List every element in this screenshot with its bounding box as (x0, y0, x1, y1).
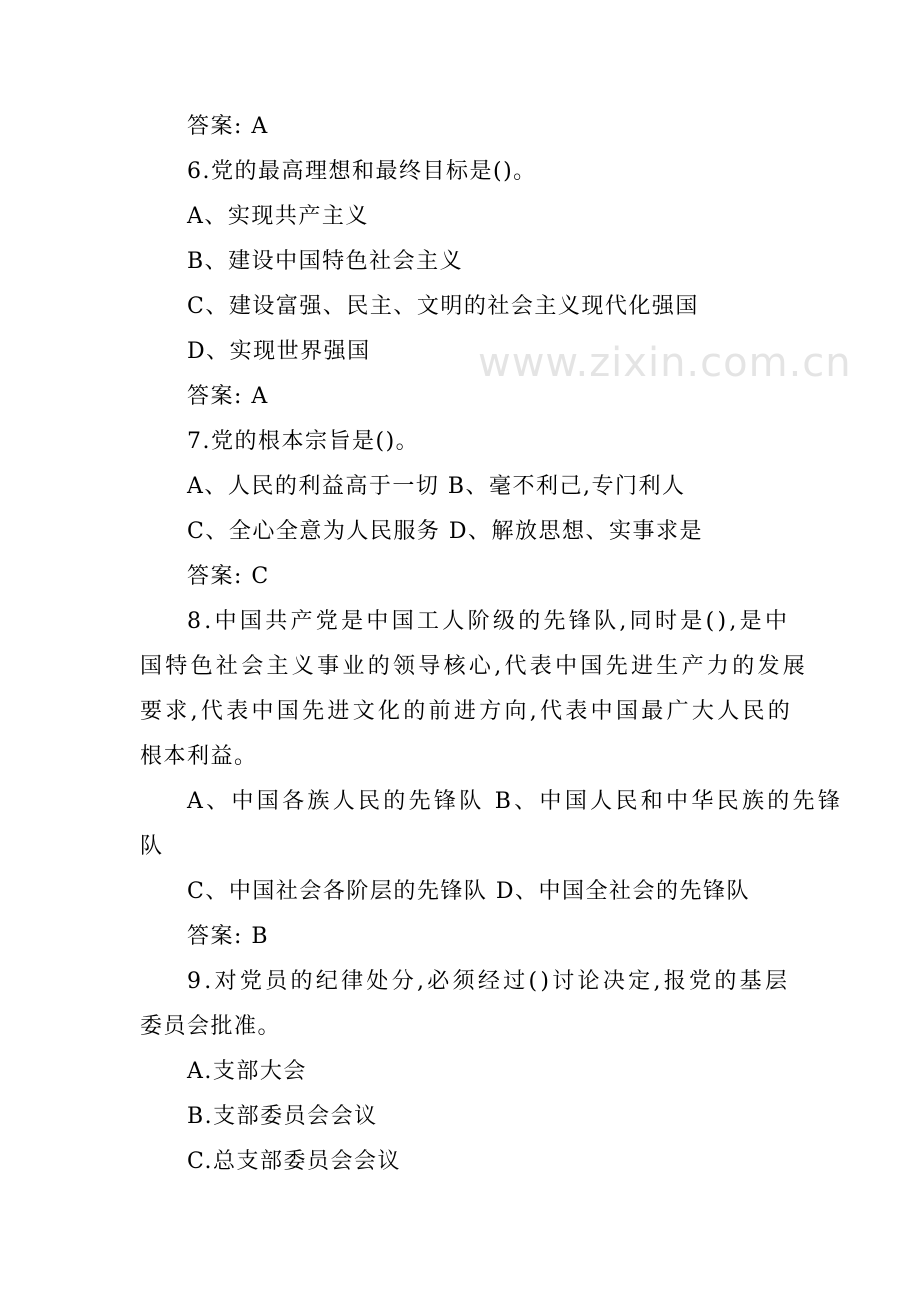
option-9c: C.总支部委员会会议 (187, 1149, 402, 1174)
options-7ab: A、人民的利益高于一切 B、毫不利己,专门利人 (187, 474, 686, 499)
answer-q5: 答案: A (187, 114, 269, 139)
question-8-line2: 国特色社会主义事业的领导核心,代表中国先进生产力的发展 (140, 654, 809, 679)
question-7: 7.党的根本宗旨是()。 (187, 429, 420, 454)
answer-q8: 答案: B (187, 924, 270, 949)
option-9a: A.支部大会 (187, 1059, 307, 1084)
options-8ab-wrap: 队 (140, 834, 164, 859)
question-9-line1: 9.对党员的纪律处分,必须经过()讨论决定,报党的基层 (187, 969, 791, 994)
option-6b: B、建设中国特色社会主义 (187, 249, 464, 274)
question-6: 6.党的最高理想和最终目标是()。 (187, 159, 537, 184)
answer-q7: 答案: C (187, 564, 270, 589)
option-9b: B.支部委员会会议 (187, 1104, 378, 1129)
question-8-line1: 8.中国共产党是中国工人阶级的先锋队,同时是(),是中 (187, 609, 791, 634)
options-8cd: C、中国社会各阶层的先锋队 D、中国全社会的先锋队 (187, 879, 750, 904)
question-8-line4: 根本利益。 (140, 744, 258, 769)
option-6d: D、实现世界强国 (187, 339, 371, 364)
watermark: www.zixin.com.cn (478, 340, 852, 386)
question-8-line3: 要求,代表中国先进文化的前进方向,代表中国最广大人民的 (140, 699, 794, 724)
option-6a: A、实现共产主义 (187, 204, 369, 229)
options-7cd: C、全心全意为人民服务 D、解放思想、实事求是 (187, 519, 703, 544)
option-6c: C、建设富强、民主、文明的社会主义现代化强国 (187, 294, 699, 319)
options-8ab: A、中国各族人民的先锋队 B、中国人民和中华民族的先锋 (187, 789, 844, 814)
question-9-line2: 委员会批准。 (140, 1014, 282, 1039)
answer-q6: 答案: A (187, 384, 269, 409)
